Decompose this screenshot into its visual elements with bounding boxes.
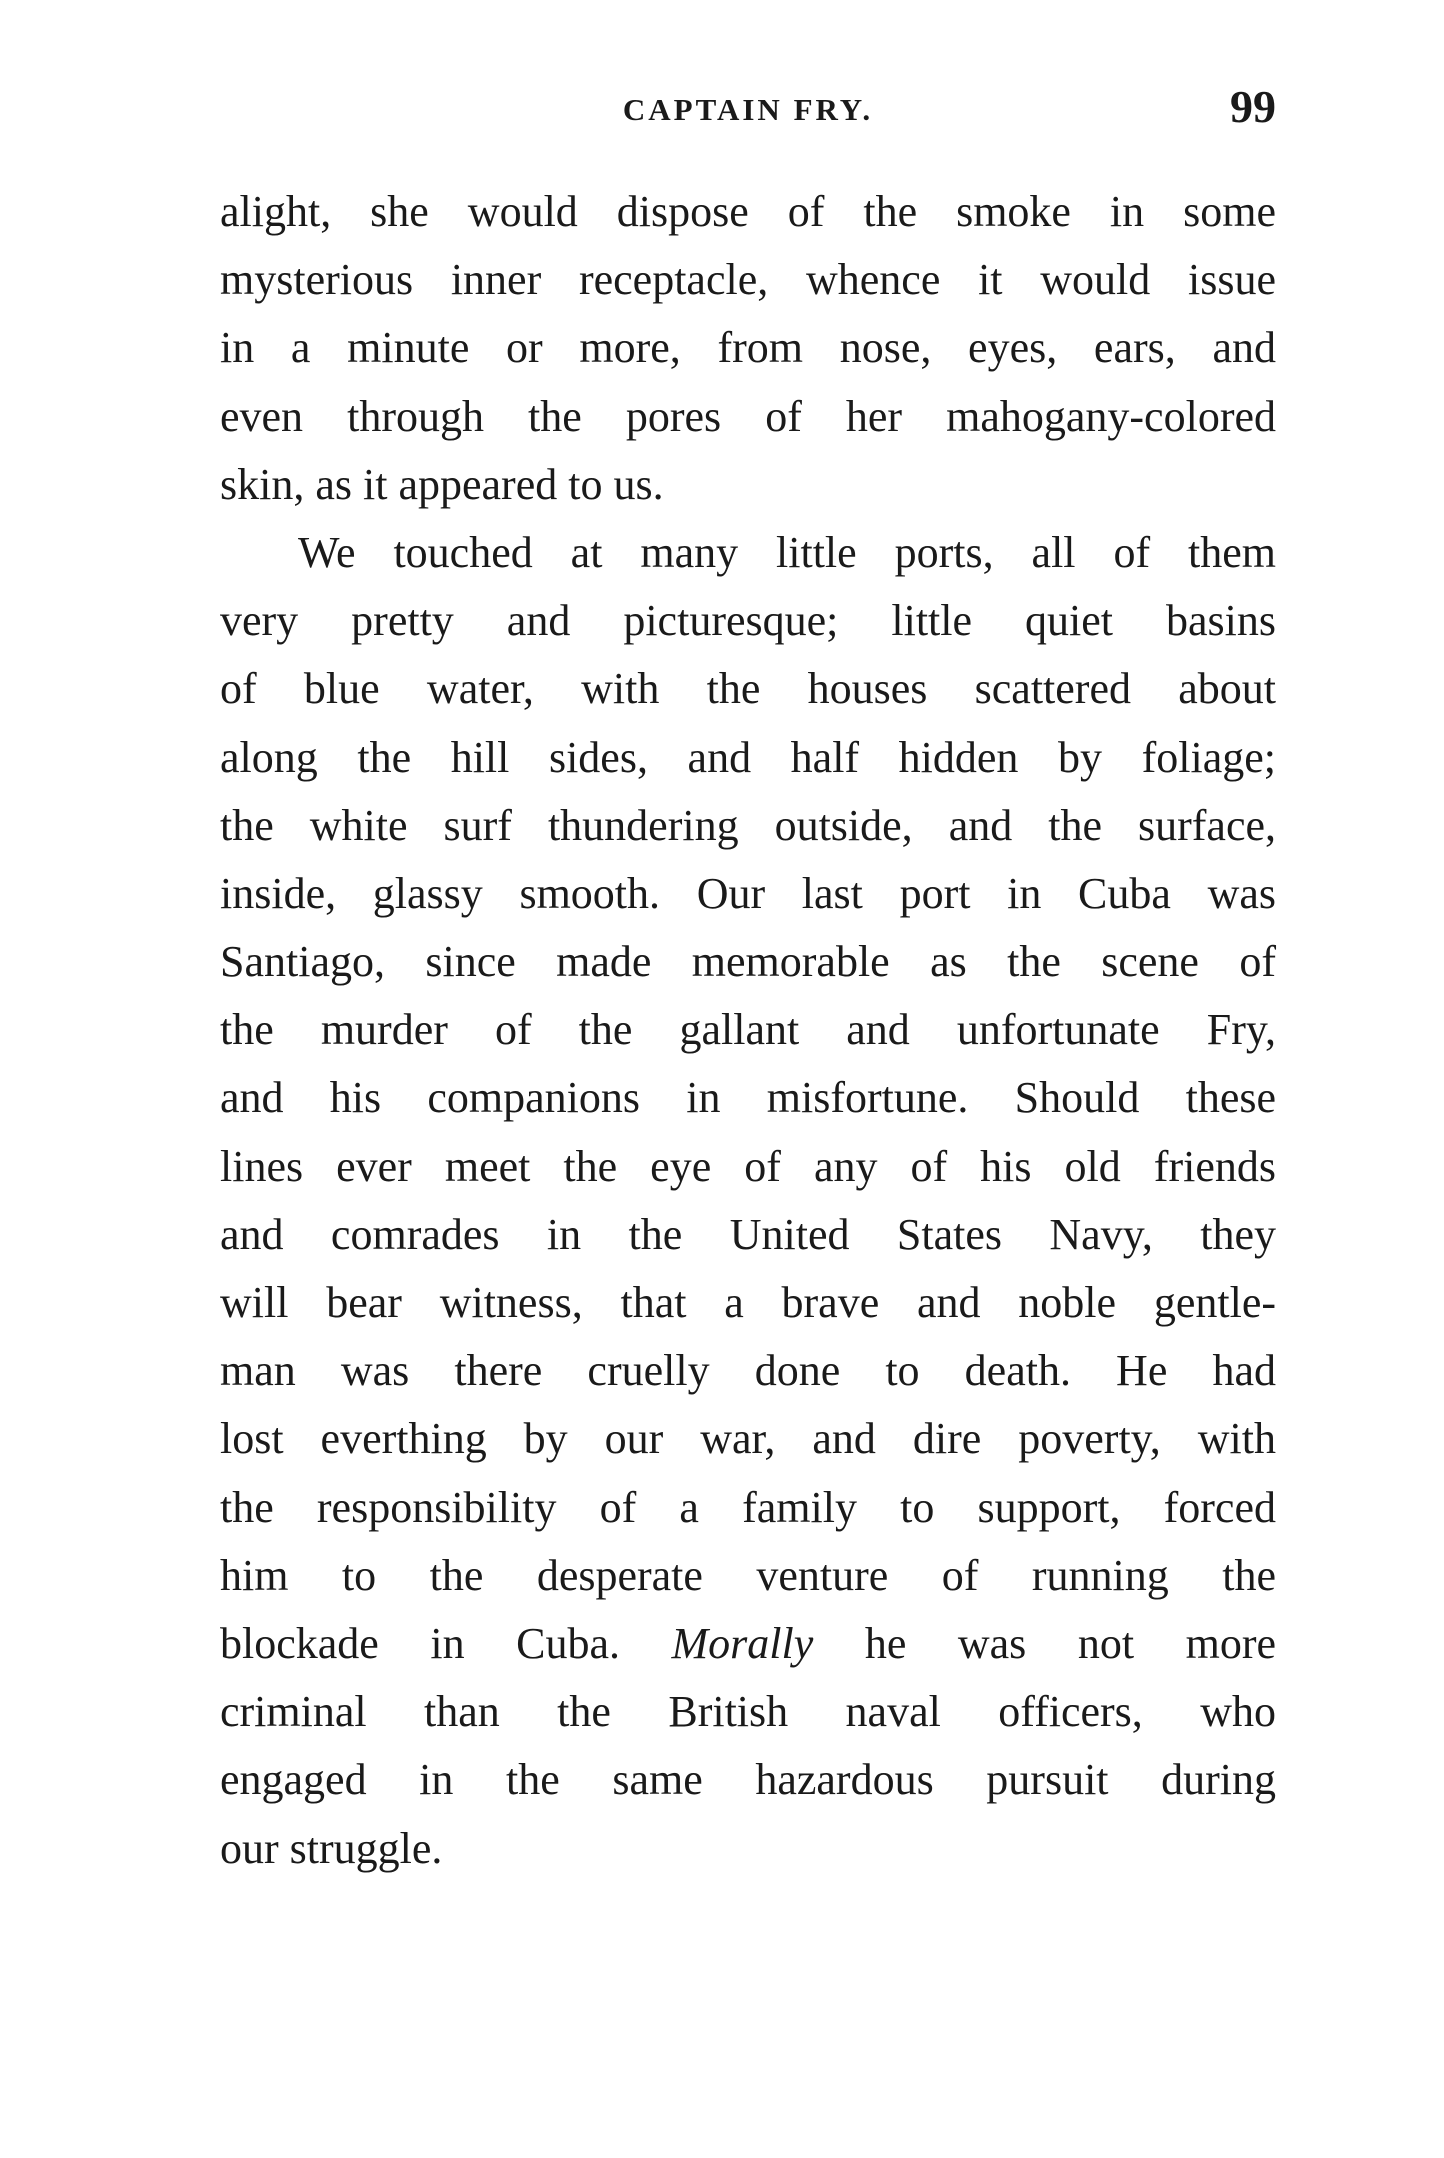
text-line: engaged in the same hazardous pursuit during: [220, 1755, 1276, 1805]
text-fragment: blockade in Cuba.: [220, 1618, 672, 1668]
paragraph-end-line: our struggle.: [220, 1823, 443, 1873]
text-line: very pretty and picturesque; little quiet basins: [220, 596, 1276, 646]
text-line: mysterious inner receptacle, whence it would issue: [220, 255, 1276, 305]
text-line: and comrades in the United States Navy, they: [220, 1209, 1276, 1259]
text-line: Santiago, since made memorable as the scene of: [220, 937, 1276, 987]
text-line: and his companions in misfortune. Should these: [220, 1073, 1276, 1123]
running-title: CAPTAIN FRY.: [622, 92, 874, 127]
paragraph-first-line: We touched at many little ports, all of them: [298, 527, 1276, 577]
text-line: lines ever meet the eye of any of his old friends: [220, 1141, 1276, 1191]
text-line: man was there cruelly done to death. He had: [220, 1346, 1276, 1396]
text-line: the white surf thundering outside, and the surface,: [220, 800, 1276, 850]
text-line: in a minute or more, from nose, eyes, ears, and: [220, 323, 1276, 373]
text-line: the responsibility of a family to support, forced: [220, 1482, 1276, 1532]
text-line: alight, she would dispose of the smoke in some: [220, 187, 1276, 236]
text-line: will bear witness, that a brave and noble gentle-: [220, 1278, 1276, 1327]
text-fragment: he was not more: [813, 1618, 1276, 1668]
text-line: lost everthing by our war, and dire poverty, with: [220, 1414, 1276, 1464]
text-line: of blue water, with the houses scattered about: [220, 664, 1276, 714]
text-line: him to the desperate venture of running the: [220, 1550, 1276, 1600]
paragraph-end-line: skin, as it appeared to us.: [220, 459, 664, 509]
text-line: even through the pores of her mahogany-colored: [220, 391, 1276, 441]
running-head: [220, 80, 1276, 140]
text-line: along the hill sides, and half hidden by foliage;: [220, 732, 1276, 782]
italic-emphasis: Morally: [671, 1618, 814, 1668]
text-line: the murder of the gallant and unfortunate Fry,: [220, 1005, 1276, 1055]
body-text: [220, 178, 1276, 1883]
text-line-with-italic: [220, 1610, 1276, 1678]
text-line: inside, glassy smooth. Our last port in Cuba was: [220, 868, 1276, 918]
page-number: 99: [1230, 81, 1276, 132]
text-line: criminal than the British naval officers, who: [220, 1687, 1276, 1737]
